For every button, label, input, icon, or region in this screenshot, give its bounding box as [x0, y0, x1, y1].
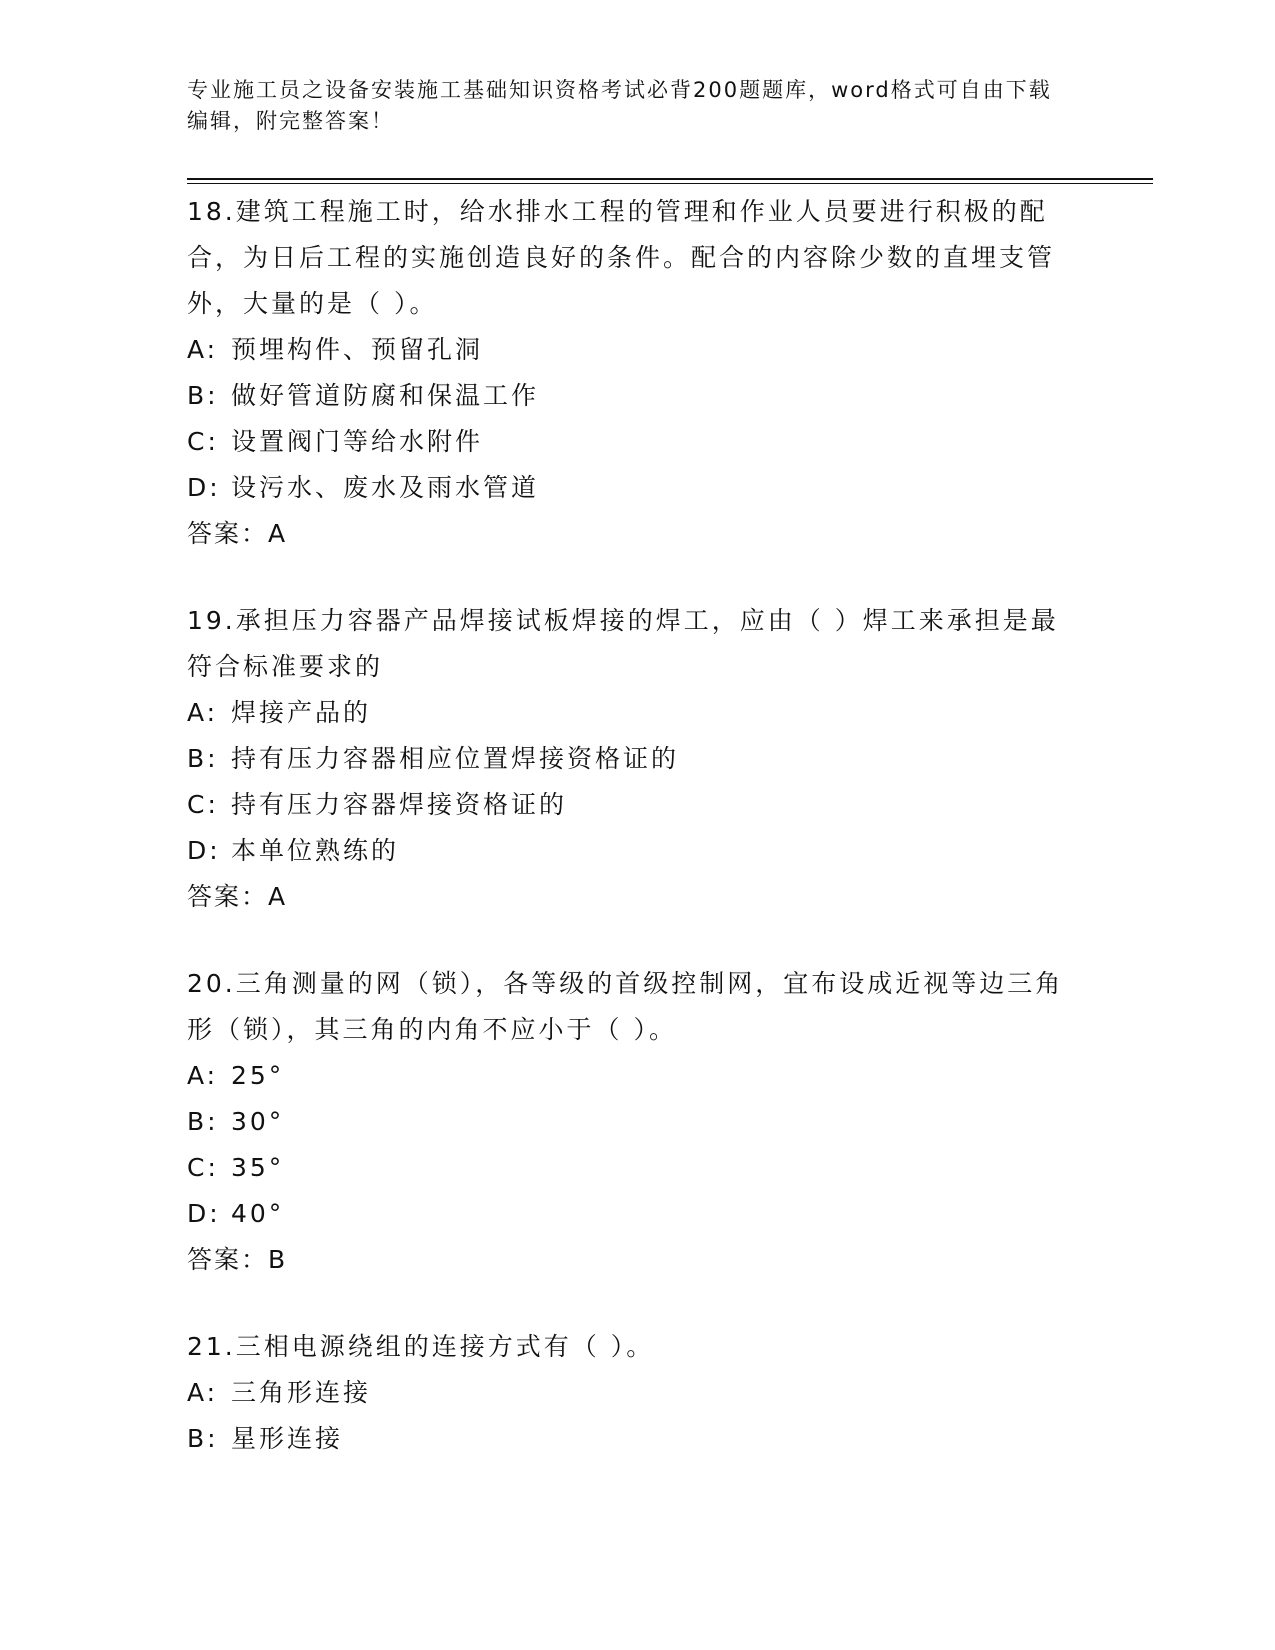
answer-line: 答案：A	[187, 519, 288, 548]
document-header: 专业施工员之设备安装施工基础知识资格考试必背200题题库，word格式可自由下载编辑，附完整答案！	[187, 78, 1052, 133]
option-text: 本单位熟练的	[231, 836, 400, 865]
option-letter: B:	[187, 381, 219, 410]
option-text: 焊接产品的	[231, 698, 372, 727]
option-text: 持有压力容器焊接资格证的	[231, 790, 568, 819]
option-letter: A:	[187, 1378, 219, 1407]
option-text: 40°	[231, 1199, 285, 1228]
option-letter: B:	[187, 1424, 219, 1453]
option-text: 25°	[231, 1061, 285, 1090]
option-text: 持有压力容器相应位置焊接资格证的	[231, 744, 680, 773]
question-text: 19.承担压力容器产品焊接试板焊接的焊工，应由（ ）焊工来承担是最符合标准要求的	[187, 606, 1059, 681]
option-letter: D:	[187, 836, 221, 865]
option-d	[187, 828, 1067, 874]
option-letter: A:	[187, 335, 219, 364]
option-d	[187, 465, 1067, 511]
option-text: 30°	[231, 1107, 285, 1136]
option-c	[187, 782, 1067, 828]
question-text: 21.三相电源绕组的连接方式有（ ）。	[187, 1332, 655, 1361]
option-letter: A:	[187, 698, 219, 727]
option-letter: D:	[187, 473, 221, 502]
question-20	[187, 961, 1067, 1283]
option-a	[187, 327, 1067, 373]
option-text: 设置阀门等给水附件	[231, 427, 484, 456]
option-a	[187, 1370, 1067, 1416]
question-text: 20.三角测量的网（锁），各等级的首级控制网，宜布设成近视等边三角形（锁），其三角的内角不应小于（ ）。	[187, 969, 1064, 1044]
option-text: 设污水、废水及雨水管道	[231, 473, 540, 502]
option-letter: C:	[187, 790, 219, 819]
question-list	[187, 189, 1067, 1503]
option-b	[187, 736, 1067, 782]
option-letter: B:	[187, 744, 219, 773]
option-a	[187, 1053, 1067, 1099]
question-18	[187, 189, 1067, 557]
option-letter: C:	[187, 427, 219, 456]
option-b	[187, 373, 1067, 419]
option-b	[187, 1416, 1067, 1462]
header-divider-thin	[187, 183, 1153, 184]
option-text: 35°	[231, 1153, 285, 1182]
option-letter: A:	[187, 1061, 219, 1090]
option-c	[187, 1145, 1067, 1191]
option-text: 三角形连接	[231, 1378, 372, 1407]
option-text: 预埋构件、预留孔洞	[231, 335, 484, 364]
question-19	[187, 598, 1067, 920]
option-letter: C:	[187, 1153, 219, 1182]
option-b	[187, 1099, 1067, 1145]
answer-line: 答案：A	[187, 882, 288, 911]
option-c	[187, 419, 1067, 465]
option-d	[187, 1191, 1067, 1237]
question-21	[187, 1324, 1067, 1462]
header-divider-thick	[187, 178, 1153, 180]
option-a	[187, 690, 1067, 736]
option-letter: D:	[187, 1199, 221, 1228]
option-letter: B:	[187, 1107, 219, 1136]
question-text: 18.建筑工程施工时，给水排水工程的管理和作业人员要进行积极的配合，为日后工程的实施创造良好的条件。配合的内容除少数的直埋支管外，大量的是（ ）。	[187, 197, 1056, 318]
option-text: 做好管道防腐和保温工作	[231, 381, 540, 410]
option-text: 星形连接	[231, 1424, 344, 1453]
answer-line: 答案：B	[187, 1245, 288, 1274]
